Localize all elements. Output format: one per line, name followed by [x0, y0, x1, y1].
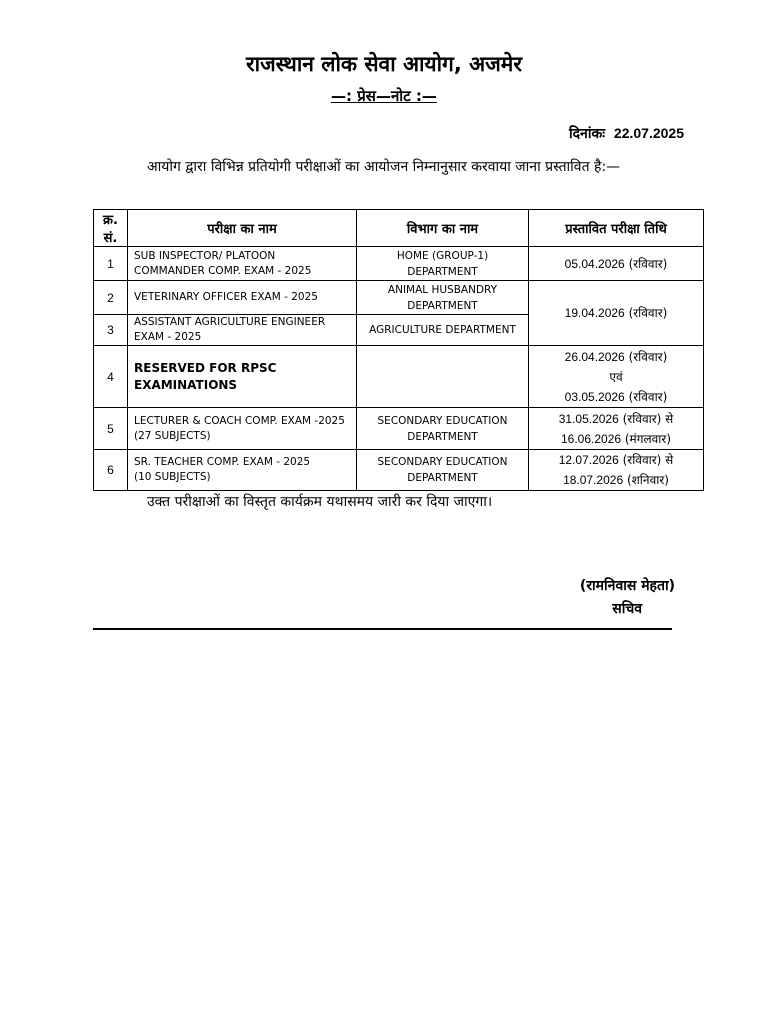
exam-day: (रविवार)	[628, 349, 668, 364]
document-title: राजस्थान लोक सेवा आयोग, अजमेर	[246, 52, 522, 76]
department-line: ANIMAL HUSBANDRY	[387, 283, 498, 296]
exam-day: (रविवार)	[628, 256, 668, 271]
exam-name-cell	[128, 281, 357, 315]
signatory-designation: सचिव	[612, 601, 642, 617]
exam-name-line: SR. TEACHER COMP. EXAM - 2025	[134, 456, 311, 468]
header-serial: क्र. सं.	[94, 210, 128, 247]
date-cell	[529, 247, 704, 281]
date-cell	[529, 346, 704, 408]
exam-date: 16.06.2026	[560, 431, 622, 446]
serial-cell: 2	[94, 281, 128, 315]
department-line: DEPARTMENT	[407, 472, 478, 484]
table-row	[94, 450, 704, 491]
exam-date: 26.04.2026	[564, 349, 625, 364]
table-row	[94, 281, 704, 315]
exam-name-line: EXAM - 2025	[134, 331, 202, 343]
department-cell	[357, 315, 529, 346]
exam-name-cell	[128, 346, 357, 408]
serial-cell: 5	[94, 408, 128, 450]
exam-date: 19.04.2026	[564, 306, 625, 320]
date-line-entry	[533, 387, 699, 407]
exam-name-cell	[128, 315, 357, 346]
date-label: दिनांकः	[569, 126, 606, 142]
exam-name-line: EXAMINATIONS	[134, 377, 238, 392]
exam-name-cell	[128, 450, 357, 491]
exam-day: (रविवार)	[628, 306, 668, 320]
date-cell	[529, 408, 704, 450]
closing-note: उक्त परीक्षाओं का विस्तृत कार्यक्रम यथासमय जारी कर दिया जाएगा।	[147, 494, 493, 510]
table-row	[94, 247, 704, 281]
department-cell	[357, 346, 529, 408]
serial-cell: 1	[94, 247, 128, 281]
exam-name-line: VETERINARY OFFICER EXAM - 2025	[134, 291, 318, 303]
exam-name-line: RESERVED FOR RPSC	[134, 360, 277, 375]
department-cell	[357, 247, 529, 281]
serial-cell: 3	[94, 315, 128, 346]
header-proposed-date: प्रस्तावित परीक्षा तिथि	[529, 210, 704, 247]
exam-name-line: (27 SUBJECTS)	[134, 429, 211, 442]
exam-name-line: LECTURER & COACH COMP. EXAM -2025	[134, 414, 345, 427]
intro-paragraph: आयोग द्वारा विभिन्न प्रतियोगी परीक्षाओं का आयोजन निम्नानुसार करवाया जाना प्रस्तावित है:—	[147, 159, 621, 175]
exam-name-cell	[128, 247, 357, 281]
exam-day: (रविवार) से	[622, 411, 674, 426]
document-subtitle: —: प्रेस—नोट :—	[331, 87, 437, 105]
department-line: DEPARTMENT	[407, 299, 478, 312]
date-cell	[529, 450, 704, 491]
date-line-entry	[533, 409, 699, 429]
bottom-rule	[93, 628, 672, 630]
header-department: विभाग का नाम	[357, 210, 529, 247]
exam-date: 31.05.2026	[558, 411, 619, 426]
date-line-entry	[533, 254, 699, 274]
table-row	[94, 408, 704, 450]
department-line: AGRICULTURE DEPARTMENT	[369, 324, 516, 336]
exam-date: 12.07.2026	[558, 453, 619, 467]
department-cell	[357, 408, 529, 450]
exam-name-cell	[128, 408, 357, 450]
exam-date: 03.05.2026	[564, 389, 625, 404]
department-line: DEPARTMENT	[407, 430, 478, 443]
exam-day: (मंगलवार)	[624, 431, 671, 446]
date-line	[569, 124, 684, 143]
date-line-entry	[533, 347, 699, 367]
department-cell	[357, 450, 529, 491]
date-line-entry	[533, 450, 699, 470]
exam-name-line: (10 SUBJECTS)	[134, 471, 211, 483]
exam-name-line: COMMANDER COMP. EXAM - 2025	[134, 264, 312, 277]
serial-cell: 6	[94, 450, 128, 491]
date-value: 22.07.2025	[613, 125, 684, 141]
exam-date: 05.04.2026	[564, 256, 625, 271]
table-header-row	[94, 210, 704, 247]
date-line-entry	[533, 303, 699, 323]
exam-name-line: SUB INSPECTOR/ PLATOON	[134, 249, 276, 262]
exam-date: 18.07.2026	[563, 473, 624, 487]
exam-day: (रविवार) से	[622, 453, 674, 467]
department-line: SECONDARY EDUCATION	[377, 414, 508, 427]
exam-schedule-table	[93, 209, 704, 491]
date-connector: एवं	[609, 369, 623, 384]
table-row	[94, 346, 704, 408]
date-cell	[529, 281, 704, 346]
date-line-entry	[533, 429, 699, 449]
exam-day: (रविवार)	[628, 389, 668, 404]
date-line-entry	[533, 470, 699, 490]
exam-name-line: ASSISTANT AGRICULTURE ENGINEER	[134, 316, 326, 328]
department-line: SECONDARY EDUCATION	[377, 456, 508, 468]
department-cell	[357, 281, 529, 315]
header-exam-name: परीक्षा का नाम	[128, 210, 357, 247]
department-line: DEPARTMENT	[407, 265, 478, 278]
exam-day: (शनिवार)	[626, 473, 669, 487]
signatory-name: (रामनिवास मेहता)	[579, 578, 675, 594]
serial-cell: 4	[94, 346, 128, 408]
department-line: HOME (GROUP-1)	[396, 249, 489, 262]
